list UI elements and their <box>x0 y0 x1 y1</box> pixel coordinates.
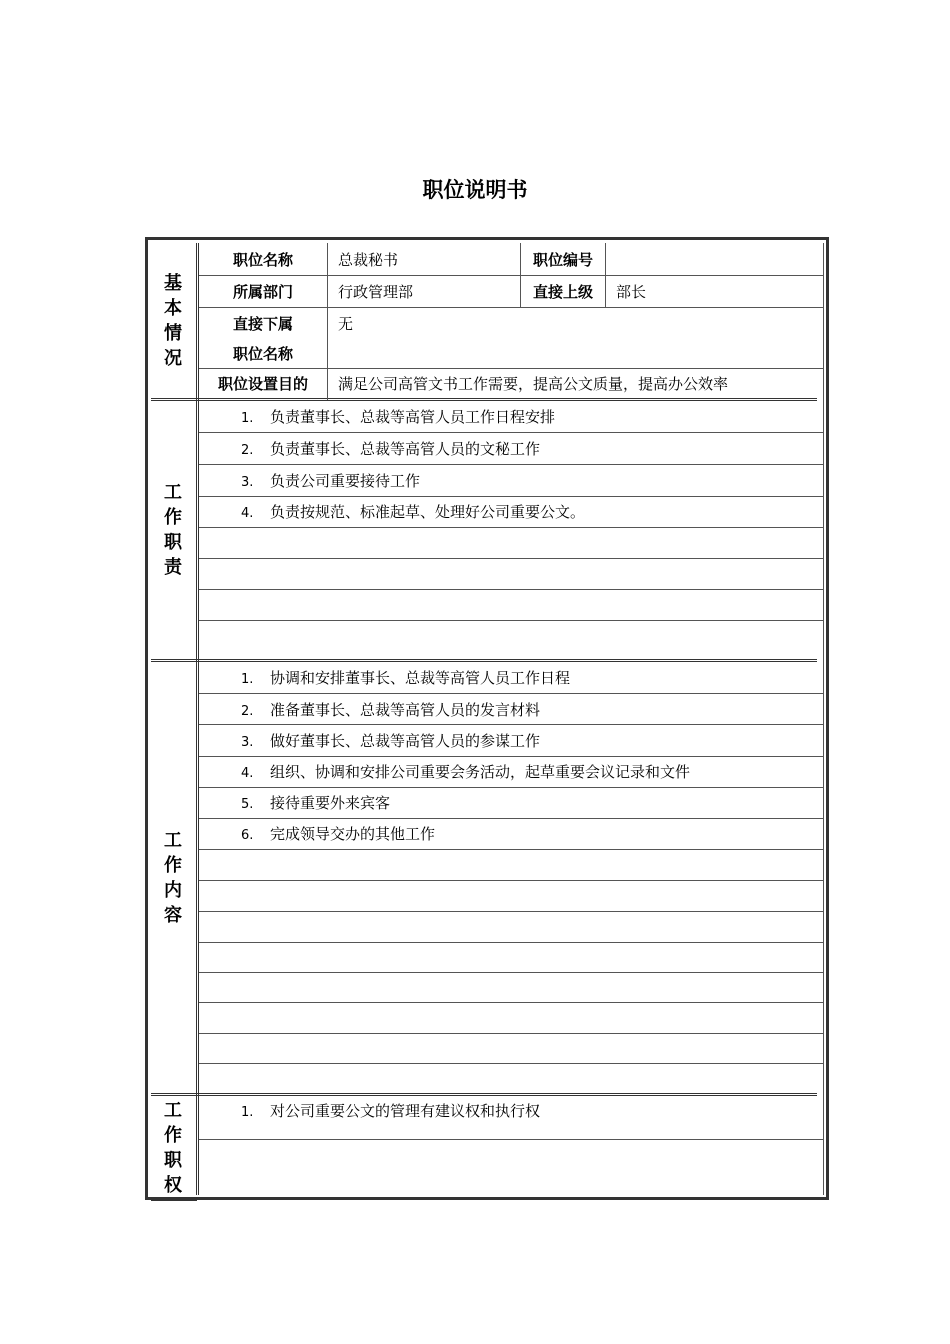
department-value: 行政管理部 <box>338 283 414 301</box>
grid-line <box>199 1033 823 1034</box>
grid-line <box>823 243 824 1195</box>
purpose-value: 满足公司高管文书工作需要，提高公文质量，提高办公效率 <box>338 375 729 393</box>
section-label-content: 工作内容 <box>164 829 182 926</box>
section-divider <box>151 659 817 662</box>
section-divider <box>151 398 817 401</box>
department-label: 所属部门 <box>232 283 293 301</box>
content-item: 2. 准备董事长、总裁等高管人员的发言材料 <box>241 701 541 719</box>
content-item: 5. 接待重要外来宾客 <box>241 794 391 812</box>
grid-line <box>199 432 823 433</box>
position-code-label: 职位编号 <box>532 250 593 269</box>
subordinate-label-line2: 职位名称 <box>232 344 293 363</box>
authority-item: 1. 对公司重要公文的管理有建议权和执行权 <box>241 1102 541 1120</box>
content-item: 3. 做好董事长、总裁等高管人员的参谋工作 <box>241 732 541 750</box>
grid-line <box>199 693 823 694</box>
position-code-value <box>606 243 823 275</box>
duty-item: 2. 负责董事长、总裁等高管人员的文秘工作 <box>241 440 541 458</box>
duty-item: 3. 负责公司重要接待工作 <box>241 472 421 490</box>
section-divider <box>151 1093 817 1096</box>
section-label-basic-info: 基本情况 <box>164 272 182 369</box>
grid-line <box>199 558 823 559</box>
content-item: 1. 协调和安排董事长、总裁等高管人员工作日程 <box>241 669 571 687</box>
purpose-label: 职位设置目的 <box>217 375 308 393</box>
grid-line <box>199 1002 823 1003</box>
grid-line <box>199 942 823 943</box>
supervisor-label: 直接上级 <box>532 283 593 301</box>
grid-line <box>199 527 823 528</box>
position-name-value: 总裁秘书 <box>338 250 399 269</box>
subordinate-label-line1: 直接下属 <box>232 314 293 333</box>
position-name-label: 职位名称 <box>232 250 293 269</box>
content-item: 4. 组织、协调和安排公司重要会务活动，起草重要会议记录和文件 <box>241 763 691 781</box>
grid-line <box>199 880 823 881</box>
grid-line <box>199 787 823 788</box>
grid-line <box>199 1139 823 1140</box>
grid-line <box>199 1063 823 1064</box>
duty-item: 1. 负责董事长、总裁等高管人员工作日程安排 <box>241 408 556 426</box>
grid-line <box>199 589 823 590</box>
grid-line <box>199 496 823 497</box>
grid-line <box>199 911 823 912</box>
grid-line <box>199 464 823 465</box>
grid-line <box>199 972 823 973</box>
grid-line <box>199 849 823 850</box>
section-label-duties: 工作职责 <box>164 482 182 578</box>
grid-line <box>199 818 823 819</box>
grid-line <box>199 620 823 621</box>
subordinate-value: 无 <box>338 314 354 333</box>
supervisor-value: 部长 <box>616 283 647 301</box>
section-divider <box>151 1199 197 1201</box>
grid-line <box>199 756 823 757</box>
grid-line <box>199 724 823 725</box>
section-label-authority: 工作职权 <box>164 1099 182 1196</box>
content-item: 6. 完成领导交办的其他工作 <box>241 825 436 843</box>
duty-item: 4. 负责按规范、标准起草、处理好公司重要公文。 <box>241 503 586 521</box>
document-title: 职位说明书 <box>422 178 528 202</box>
